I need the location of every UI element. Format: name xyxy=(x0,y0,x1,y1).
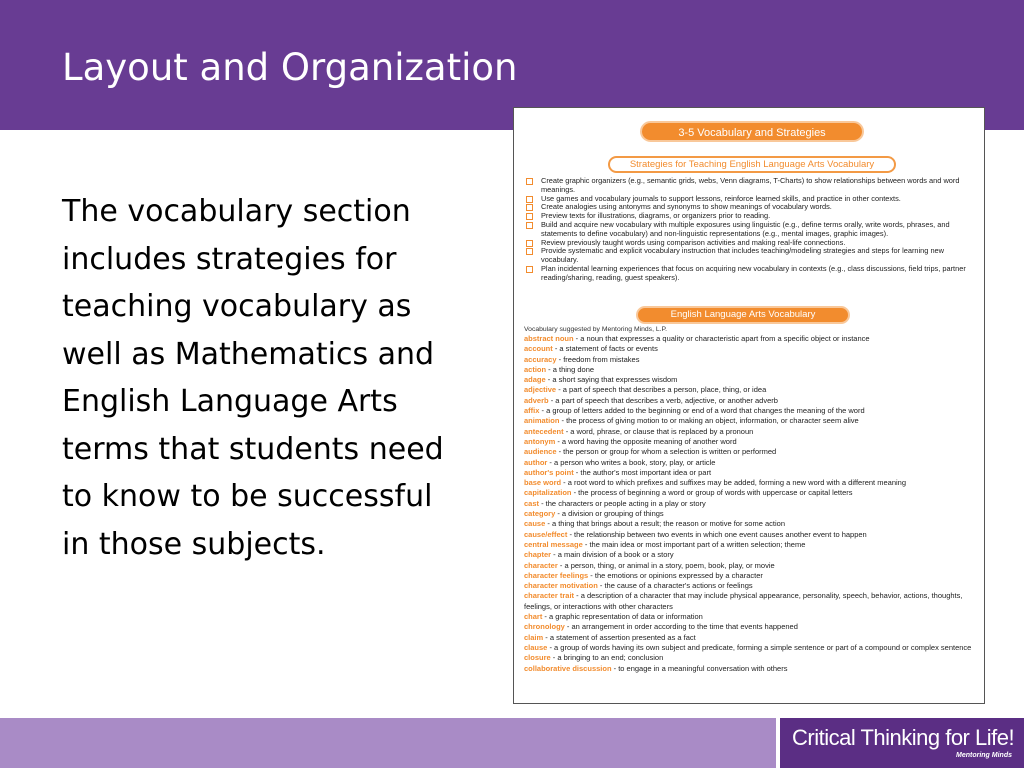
footer-bar xyxy=(0,718,780,768)
vocabulary-term: antonym xyxy=(524,436,556,446)
vocabulary-definition: - a group of words having its own subject and predicate, forming a simple sentence or part of a compound or complex sentence xyxy=(547,642,972,652)
checkbox-bullet-icon xyxy=(526,248,533,255)
checkbox-bullet-icon xyxy=(526,196,533,203)
vocabulary-term: animation xyxy=(524,416,560,426)
vocabulary-definition: - a part of speech that describes a verb, adjective, or another adverb xyxy=(548,395,778,405)
logo-subtext: Mentoring Minds xyxy=(956,752,1012,759)
vocabulary-entry xyxy=(524,458,979,468)
vocabulary-term: affix xyxy=(524,406,540,416)
vocabulary-term: closure xyxy=(524,653,551,663)
vocabulary-term: abstract noun xyxy=(524,334,574,343)
vocabulary-definition: - a statement of facts or events xyxy=(552,344,658,354)
strategy-text: Create analogies using antonyms and synonyms to show meanings of vocabulary words. xyxy=(541,202,832,212)
logo-text: Critical Thinking for Life! xyxy=(792,725,1015,750)
vocabulary-entry xyxy=(524,550,979,560)
vocabulary-entry xyxy=(524,561,979,571)
vocabulary-definition: - a person, thing, or animal in a story, poem, book, play, or movie xyxy=(557,560,775,570)
vocabulary-term: antecedent xyxy=(524,426,564,436)
vocabulary-term: collaborative discussion xyxy=(524,663,612,673)
strategy-text: Review previously taught words using comparison activities and making real-life connections. xyxy=(541,237,846,247)
vocabulary-entry xyxy=(524,519,979,529)
vocabulary-entry xyxy=(524,581,979,591)
strategy-item xyxy=(524,221,979,239)
vocabulary-definition: - a thing that brings about a result; the reason or motive for some action xyxy=(545,519,785,529)
strategies-heading: Strategies for Teaching English Language Arts Vocabulary xyxy=(608,156,896,173)
vocabulary-entry xyxy=(524,488,979,498)
vocabulary-entry xyxy=(524,622,979,632)
vocabulary-term: chronology xyxy=(524,622,565,632)
vocabulary-definition: - a noun that expresses a quality or characteristic apart from a specific object or instance xyxy=(573,334,870,343)
vocabulary-term: character feelings xyxy=(524,570,589,580)
vocabulary-entry xyxy=(524,499,979,509)
document-page-image xyxy=(513,107,985,704)
vocabulary-term: chapter xyxy=(524,550,552,560)
strategy-text: Create graphic organizers (e.g., semantic grids, webs, Venn diagrams, T-Charts) to show relationships between words and word meanings. xyxy=(541,176,960,194)
vocabulary-definition: - a person who writes a book, story, play, or article xyxy=(547,457,716,467)
slide-body-text: The vocabulary section includes strategies for teaching vocabulary as well as Mathematics and English Language Arts terms that students need to know to be successful in those subjects. xyxy=(62,194,444,562)
vocabulary-term: audience xyxy=(524,447,557,457)
checkbox-bullet-icon xyxy=(526,240,533,247)
strategy-text: Preview texts for illustrations, diagrams, or organizers prior to reading. xyxy=(541,211,771,221)
vocabulary-definition: - a description of a character that may include physical appearance, personality, speech, behavior, actions, thoughts, feelings, or interactions with other characters xyxy=(524,591,963,611)
vocabulary-entry xyxy=(524,447,979,457)
vocabulary-entry xyxy=(524,396,979,406)
slide-title: Layout and Organization xyxy=(62,46,518,89)
vocabulary-entry xyxy=(524,530,979,540)
strategy-text: Build and acquire new vocabulary with multiple exposures using linguistic (e.g., define terms orally, write words, phrases, and statements to define vocabulary) and non-linguistic representations (e.g., mental images, graphic images). xyxy=(541,219,950,238)
vocabulary-definition: - a bringing to an end; conclusion xyxy=(550,653,664,663)
vocabulary-term: claim xyxy=(524,632,544,642)
vocabulary-definition: - the cause of a character's actions or feelings xyxy=(597,581,753,591)
vocabulary-entry xyxy=(524,540,979,550)
vocabulary-term: adage xyxy=(524,375,546,385)
vocabulary-entry xyxy=(524,437,979,447)
checkbox-bullet-icon xyxy=(526,213,533,220)
vocabulary-definition: - an arrangement in order according to the time that events happened xyxy=(564,622,798,632)
vocabulary-entry xyxy=(524,509,979,519)
vocabulary-term: accuracy xyxy=(524,354,557,364)
vocabulary-term: adjective xyxy=(524,385,557,395)
vocabulary-term: chart xyxy=(524,612,543,622)
document-main-heading: 3-5 Vocabulary and Strategies xyxy=(640,121,864,142)
strategy-text: Use games and vocabulary journals to support lessons, reinforce learned skills, and practice in other contexts. xyxy=(541,193,901,203)
vocabulary-term: cast xyxy=(524,498,540,508)
vocabulary-definition: - a statement of assertion presented as a fact xyxy=(543,632,696,642)
vocabulary-entry xyxy=(524,385,979,395)
vocabulary-term: central message xyxy=(524,539,583,549)
checkbox-bullet-icon xyxy=(526,222,533,229)
checkbox-bullet-icon xyxy=(526,178,533,185)
vocabulary-definition: - the process of beginning a word or group of words with uppercase or capital letters xyxy=(571,488,853,498)
vocabulary-term: category xyxy=(524,509,556,519)
vocabulary-entry xyxy=(524,375,979,385)
vocabulary-definition: - the main idea or most important part of a written selection; theme xyxy=(582,539,806,549)
checkbox-bullet-icon xyxy=(526,266,533,273)
strategy-text: Plan incidental learning experiences that focus on acquiring new vocabulary in contexts (e.g., class discussions, field trips, partner reading/sharing, reading, guest speakers). xyxy=(541,263,966,282)
strategies-list xyxy=(524,177,979,283)
vocabulary-entry xyxy=(524,427,979,437)
vocabulary-definition: - the characters or people acting in a play or story xyxy=(539,498,706,508)
vocabulary-list xyxy=(524,334,979,674)
vocabulary-note: Vocabulary suggested by Mentoring Minds, L.P. xyxy=(524,326,668,333)
vocabulary-definition: - the relationship between two events in which one event causes another event to happen xyxy=(567,529,867,539)
strategy-item xyxy=(524,247,979,265)
vocabulary-entry xyxy=(524,612,979,622)
vocabulary-term: account xyxy=(524,344,553,354)
vocabulary-term: author xyxy=(524,457,548,467)
vocabulary-definition: - the person or group for whom a selection is written or performed xyxy=(556,447,777,457)
vocabulary-entry xyxy=(524,664,979,674)
vocabulary-entry xyxy=(524,406,979,416)
vocabulary-definition: - a root word to which prefixes and suffixes may be added, forming a new word with a different meaning xyxy=(561,478,906,488)
vocabulary-entry xyxy=(524,416,979,426)
vocabulary-definition: - a word having the opposite meaning of another word xyxy=(555,436,737,446)
vocabulary-entry xyxy=(524,591,979,612)
vocabulary-entry xyxy=(524,571,979,581)
vocabulary-definition: - a word, phrase, or clause that is replaced by a pronoun xyxy=(563,426,754,436)
vocabulary-term: capitalization xyxy=(524,488,572,498)
vocabulary-entry xyxy=(524,365,979,375)
vocabulary-heading: English Language Arts Vocabulary xyxy=(636,306,850,324)
checkbox-bullet-icon xyxy=(526,204,533,211)
vocabulary-entry xyxy=(524,478,979,488)
vocabulary-entry xyxy=(524,653,979,663)
strategy-item xyxy=(524,177,979,195)
vocabulary-definition: - the author's most important idea or part xyxy=(573,467,712,477)
vocabulary-term: character trait xyxy=(524,591,575,601)
vocabulary-entry xyxy=(524,334,979,344)
vocabulary-entry xyxy=(524,633,979,643)
vocabulary-definition: - the process of giving motion to or making an object, information, or character seem alive xyxy=(559,416,859,426)
strategy-item xyxy=(524,265,979,283)
vocabulary-definition: - a part of speech that describes a person, place, thing, or idea xyxy=(556,385,767,395)
vocabulary-definition: - a short saying that expresses wisdom xyxy=(545,375,678,385)
vocabulary-term: adverb xyxy=(524,395,549,405)
vocabulary-term: character xyxy=(524,560,558,570)
vocabulary-term: character motivation xyxy=(524,581,598,591)
vocabulary-term: cause xyxy=(524,519,546,529)
vocabulary-definition: - a group of letters added to the beginning or end of a word that changes the meaning of the word xyxy=(539,406,865,416)
footer-logo xyxy=(780,718,1024,768)
vocabulary-entry xyxy=(524,468,979,478)
vocabulary-definition: - to engage in a meaningful conversation with others xyxy=(611,663,788,673)
vocabulary-definition: - the emotions or opinions expressed by a character xyxy=(588,570,763,580)
vocabulary-term: action xyxy=(524,364,547,374)
vocabulary-definition: - a division or grouping of things xyxy=(555,509,664,519)
vocabulary-entry xyxy=(524,355,979,365)
vocabulary-term: author's point xyxy=(524,467,574,477)
vocabulary-definition: - a graphic representation of data or information xyxy=(542,612,703,622)
vocabulary-entry xyxy=(524,643,979,653)
strategy-text: Provide systematic and explicit vocabulary instruction that includes teaching/modeling strategies and steps for learning new vocabulary. xyxy=(541,246,945,265)
vocabulary-definition: - a main division of a book or a story xyxy=(551,550,674,560)
vocabulary-term: clause xyxy=(524,642,548,652)
vocabulary-term: cause/effect xyxy=(524,529,568,539)
vocabulary-term: base word xyxy=(524,478,562,488)
vocabulary-entry xyxy=(524,344,979,354)
vocabulary-definition: - a thing done xyxy=(546,364,595,374)
vocabulary-definition: - freedom from mistakes xyxy=(556,354,640,364)
